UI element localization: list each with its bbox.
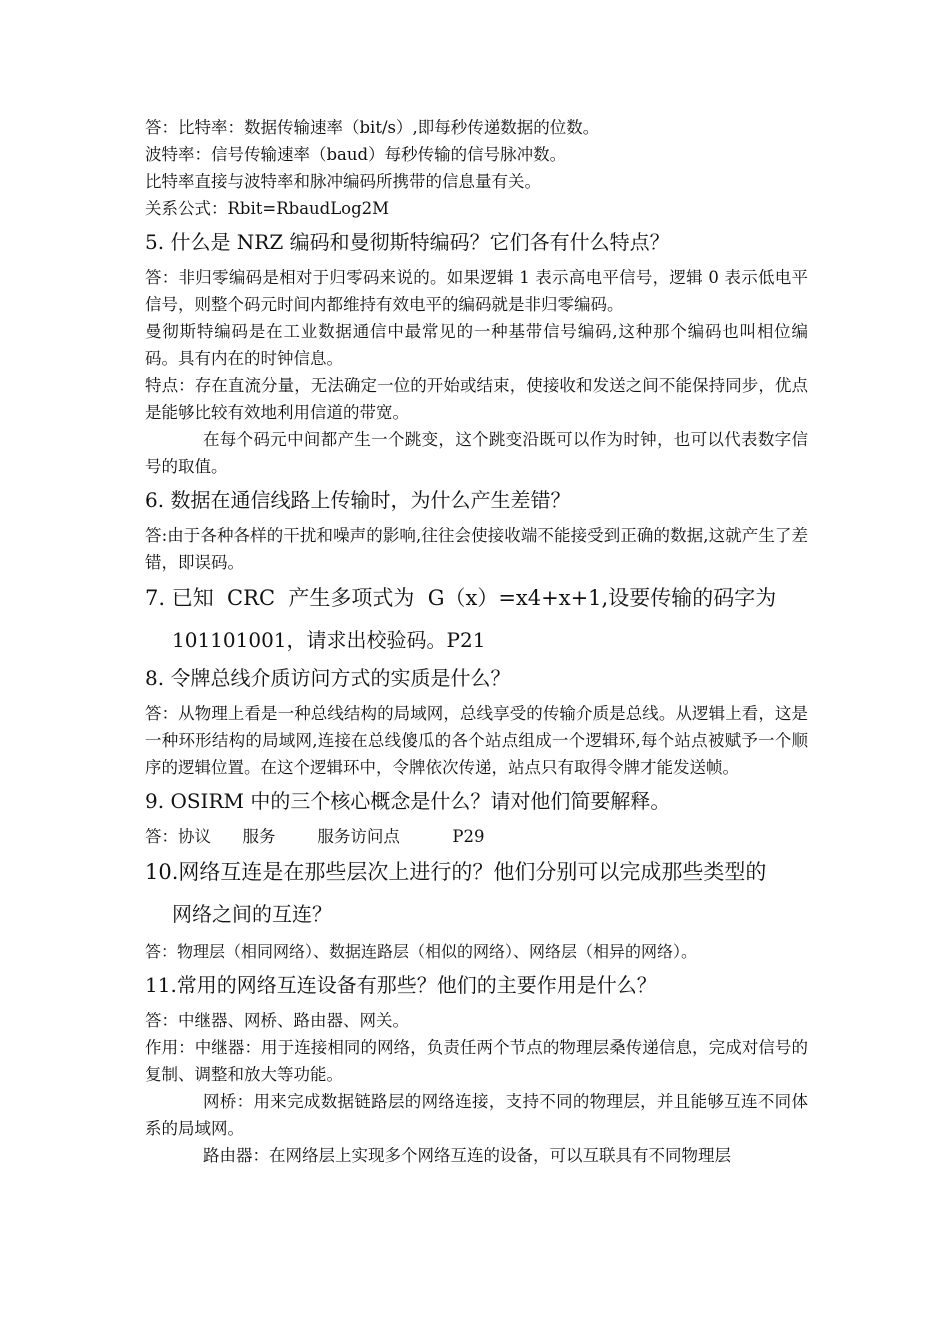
document-body	[145, 114, 808, 1169]
answer-10: 答：物理层（相同网络）、数据连路层（相似的网络）、网络层（相异的网络）。	[145, 942, 698, 961]
question-6: 6. 数据在通信线路上传输时，为什么产生差错？	[145, 488, 571, 512]
answer-6: 答:由于各种各样的干扰和噪声的影响,往往会使接收端不能接受到正确的数据,这就产生了差错，即误码。	[145, 526, 808, 572]
answer-5-nrz: 答：非归零编码是相对于归零码来说的。如果逻辑 1 表示高电平信号，逻辑 0 表示低电平信号，则整个码元时间内都维持有效电平的编码就是非归零编码。	[145, 268, 808, 314]
question-10-line-1: 10.网络互连是在那些层次上进行的？他们分别可以完成那些类型的	[145, 860, 767, 884]
question-10-line-2: 网络之间的互连？	[172, 902, 332, 926]
question-7-line-2: 101101001，请求出校验码。P21	[172, 628, 486, 652]
answer-11-devices: 答：中继器、网桥、路由器、网关。	[145, 1011, 409, 1030]
question-8: 8. 令牌总线介质访问方式的实质是什么？	[145, 666, 511, 690]
question-9: 9. OSIRM 中的三个核心概念是什么？请对他们简要解释。	[145, 789, 671, 813]
question-7-line-1: 7. 已知 CRC 产生多项式为 G（x）=x4+x+1,设要传输的码字为	[145, 586, 777, 610]
answer-baudrate-line: 波特率：信号传输速率（baud）每秒传输的信号脉冲数。	[145, 145, 567, 164]
answer-8: 答：从物理上看是一种总线结构的局域网，总线享受的传输介质是总线。从逻辑上看，这是一种环形结构的局域网,连接在总线傻瓜的各个站点组成一个逻辑环,每个站点被赋予一个顺序的逻辑位置。在这个逻辑环中，令牌依次传递，站点只有取得令牌才能发送帧。	[145, 704, 808, 777]
answer-11-repeater: 作用：中继器：用于连接相同的网络，负责任两个节点的物理层桑传递信息，完成对信号的复制、调整和放大等功能。	[145, 1038, 808, 1084]
answer-11-bridge: 网桥：用来完成数据链路层的网络连接，支持不同的物理层，并且能够互连不同体系的局域网。	[145, 1092, 808, 1138]
answer-formula-line: 关系公式：Rbit=RbaudLog2M	[145, 199, 390, 218]
answer-5-features: 特点：存在直流分量，无法确定一位的开始或结束，使接收和发送之间不能保持同步，优点是能够比较有效地利用信道的带宽。	[145, 376, 808, 422]
answer-relation-line: 比特率直接与波特率和脉冲编码所携带的信息量有关。	[145, 172, 541, 191]
question-5: 5. 什么是 NRZ 编码和曼彻斯特编码？它们各有什么特点？	[145, 230, 670, 254]
answer-9: 答：协议 服务 服务访问点 P29	[145, 827, 485, 846]
answer-bitrate-line: 答：比特率：数据传输速率（bit/s）,即每秒传递数据的位数。	[145, 118, 600, 137]
question-11: 11.常用的网络互连设备有那些？他们的主要作用是什么？	[145, 973, 657, 997]
answer-5-manchester: 曼彻斯特编码是在工业数据通信中最常见的一种基带信号编码,这种那个编码也叫相位编码。具有内在的时钟信息。	[145, 322, 808, 368]
answer-5-transition: 在每个码元中间都产生一个跳变，这个跳变沿既可以作为时钟，也可以代表数字信号的取值。	[145, 430, 808, 476]
answer-11-router: 路由器：在网络层上实现多个网络互连的设备，可以互联具有不同物理层	[203, 1146, 731, 1165]
